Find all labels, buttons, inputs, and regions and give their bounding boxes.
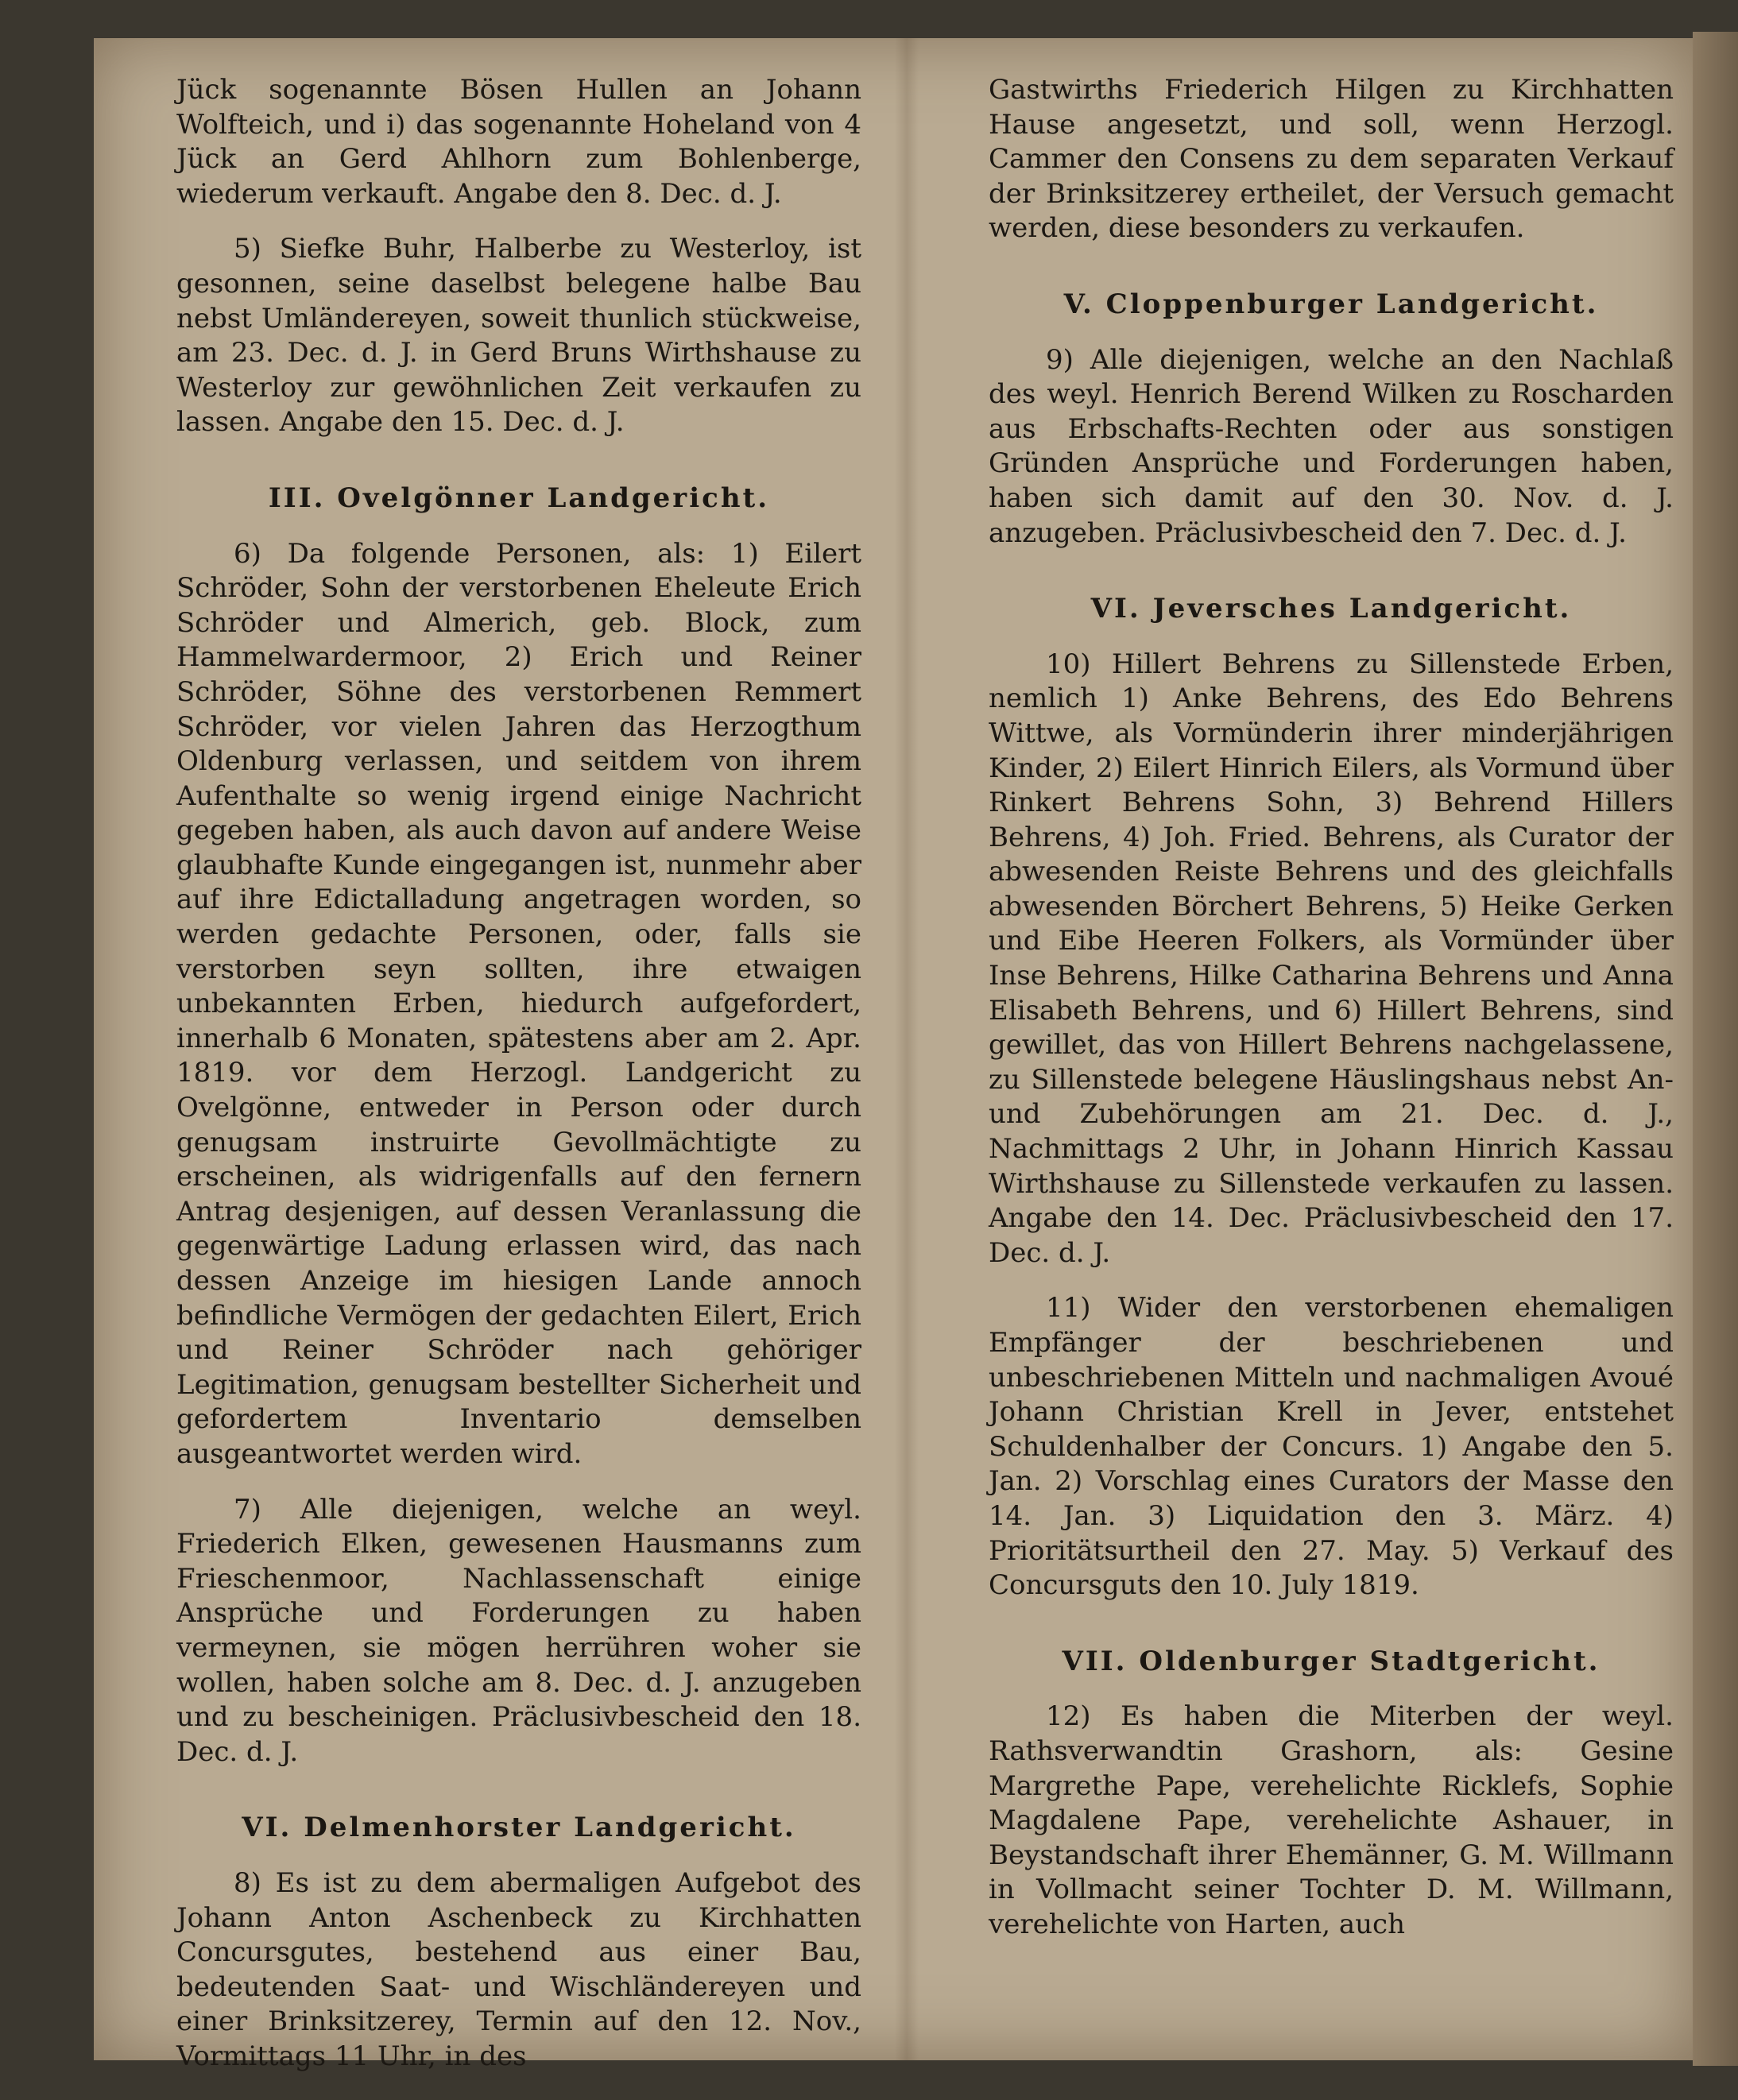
- paragraph: 12) Es haben die Miterben der weyl. Rathsverwandtin Grashorn, als: Gesine Margrethe Pape, verehelichte Ricklefs, Sophie Magdalene Pape, verehelichte Ashauer, in Beystandschaft ihrer Ehemänner, G. M. Willmann in Vollmacht seiner Tochter D. M. Willmann, verehelichte von Harten, auch: [989, 1700, 1674, 1940]
- section-heading: VI. Jeversches Landgericht.: [1090, 593, 1572, 625]
- paragraph: 8) Es ist zu dem abermaligen Aufgebot des Johann Anton Aschenbeck zu Kirchhatten Concursgutes, bestehend aus einer Bau, bedeutenden Saat- und Wischländereyen und einer Brinksitzerey, Termin auf den 12. Nov., Vormittags 11 Uhr, in des: [176, 1866, 861, 2072]
- paragraph: 7) Alle diejenigen, welche an weyl. Friederich Elken, gewesenen Hausmanns zum Frieschenmoor, Nachlassenschaft einige Ansprüche und Forderungen zu haben vermeynen, sie mögen herrühren woher sie wollen, haben solche am 8. Dec. d. J. anzugeben und zu bescheinigen. Präclusivbescheid den 18. Dec. d. J.: [176, 1493, 861, 1768]
- section-heading: III. Ovelgönner Landgericht.: [268, 481, 770, 514]
- left-column: [176, 73, 861, 2074]
- next-page-edge: [1693, 32, 1738, 2066]
- right-column: [989, 73, 1674, 1943]
- paragraph: 5) Siefke Buhr, Halberbe zu Westerloy, ist gesonnen, seine daselbst belegene halbe Bau nebst Umländereyen, soweit thunlich stückweise, am 23. Dec. d. J. in Gerd Bruns Wirthshause zu Westerloy zur gewöhnlichen Zeit verkaufen zu lassen. Angabe den 15. Dec. d. J.: [176, 233, 861, 439]
- paragraph: Jück sogenannte Bösen Hullen an Johann Wolfteich, und i) das sogenannte Hoheland von 4 Jück an Gerd Ahlhorn zum Bohlenberge, wiederum verkauft. Angabe den 8. Dec. d. J.: [176, 74, 861, 210]
- section-heading: V. Cloppenburger Landgericht.: [1063, 288, 1599, 320]
- paragraph: 9) Alle diejenigen, welche an den Nachlaß des weyl. Henrich Berend Wilken zu Roscharden aus Erbschafts-Rechten oder aus sonstigen Gründen Ansprüche und Forderungen haben, haben sich damit auf den 30. Nov. d. J. anzugeben. Präclusivbescheid den 7. Dec. d. J.: [989, 343, 1674, 549]
- paragraph: 11) Wider den verstorbenen ehemaligen Empfänger der beschriebenen und unbeschriebenen Mitteln und nachmaligen Avoué Johann Christian Krell in Jever, entstehet Schuldenhalber der Concurs. 1) Angabe den 5. Jan. 2) Vorschlag eines Curators der Masse den 14. Jan. 3) Liquidation den 3. März. 4) Prioritätsurtheil den 27. May. 5) Verkauf des Concursguts den 10. July 1819.: [989, 1292, 1674, 1602]
- section-heading: VI. Delmenhorster Landgericht.: [242, 1812, 796, 1844]
- section-heading: VII. Oldenburger Stadtgericht.: [1062, 1645, 1601, 1677]
- paragraph: Gastwirths Friederich Hilgen zu Kirchhatten Hause angesetzt, und soll, wenn Herzogl. Cammer den Consens zu dem separaten Verkauf der Brinksitzerey ertheilet, der Versuch gemacht werden, diese besonders zu verkaufen.: [989, 74, 1674, 245]
- paragraph: 6) Da folgende Personen, als: 1) Eilert Schröder, Sohn der verstorbenen Eheleute Erich Schröder und Almerich, geb. Block, zum Hammelwardermoor, 2) Erich und Reiner Schröder, Söhne des verstorbenen Remmert Schröder, vor vielen Jahren das Herzogthum Oldenburg verlassen, und seitdem von ihrem Aufenthalte so wenig irgend einige Nachricht gegeben haben, als auch davon auf andere Weise glaubhafte Kunde eingegangen ist, nunmehr aber auf ihre Edictalladung angetragen worden, so werden gedachte Personen, oder, falls sie verstorben seyn sollten, ihre etwaigen unbekannten Erben, hiedurch aufgefordert, innerhalb 6 Monaten, spätestens aber am 2. Apr. 1819. vor dem Herzogl. Landgericht zu Ovelgönne, entweder in Person oder durch genugsam instruirte Gevollmächtigte zu erscheinen, als widrigenfalls auf den fernern Antrag desjenigen, auf dessen Veranlassung die gegenwärtige Ladung erlassen wird, das nach dessen Anzeige im hiesigen Lande annoch befindliche Vermögen der gedachten Eilert, Erich und Reiner Schröder nach gehöriger Legitimation, genugsam bestellter Sicherheit und gefordertem Inventario demselben ausgeantwortet werden wird.: [176, 537, 861, 1470]
- paragraph: 10) Hillert Behrens zu Sillenstede Erben, nemlich 1) Anke Behrens, des Edo Behrens Wittwe, als Vormünderin ihrer minderjährigen Kinder, 2) Eilert Hinrich Eilers, als Vormund über Rinkert Behrens Sohn, 3) Behrend Hillers Behrens, 4) Joh. Fried. Behrens, als Curator der abwesenden Reiste Behrens und des gleichfalls abwesenden Börchert Behrens, 5) Heike Gerken und Eibe Heeren Folkers, als Vormünder über Inse Behrens, Hilke Catharina Behrens und Anna Elisabeth Behrens, und 6) Hillert Behrens, sind gewillet, das von Hillert Behrens nachgelassene, zu Sillenstede belegene Häuslingshaus nebst An- und Zubehörungen am 21. Dec. d. J., Nachmittags 2 Uhr, in Johann Hinrich Kassau Wirthshause zu Sillenstede verkaufen zu lassen. Angabe den 14. Dec. Präclusivbescheid den 17. Dec. d. J.: [989, 648, 1674, 1269]
